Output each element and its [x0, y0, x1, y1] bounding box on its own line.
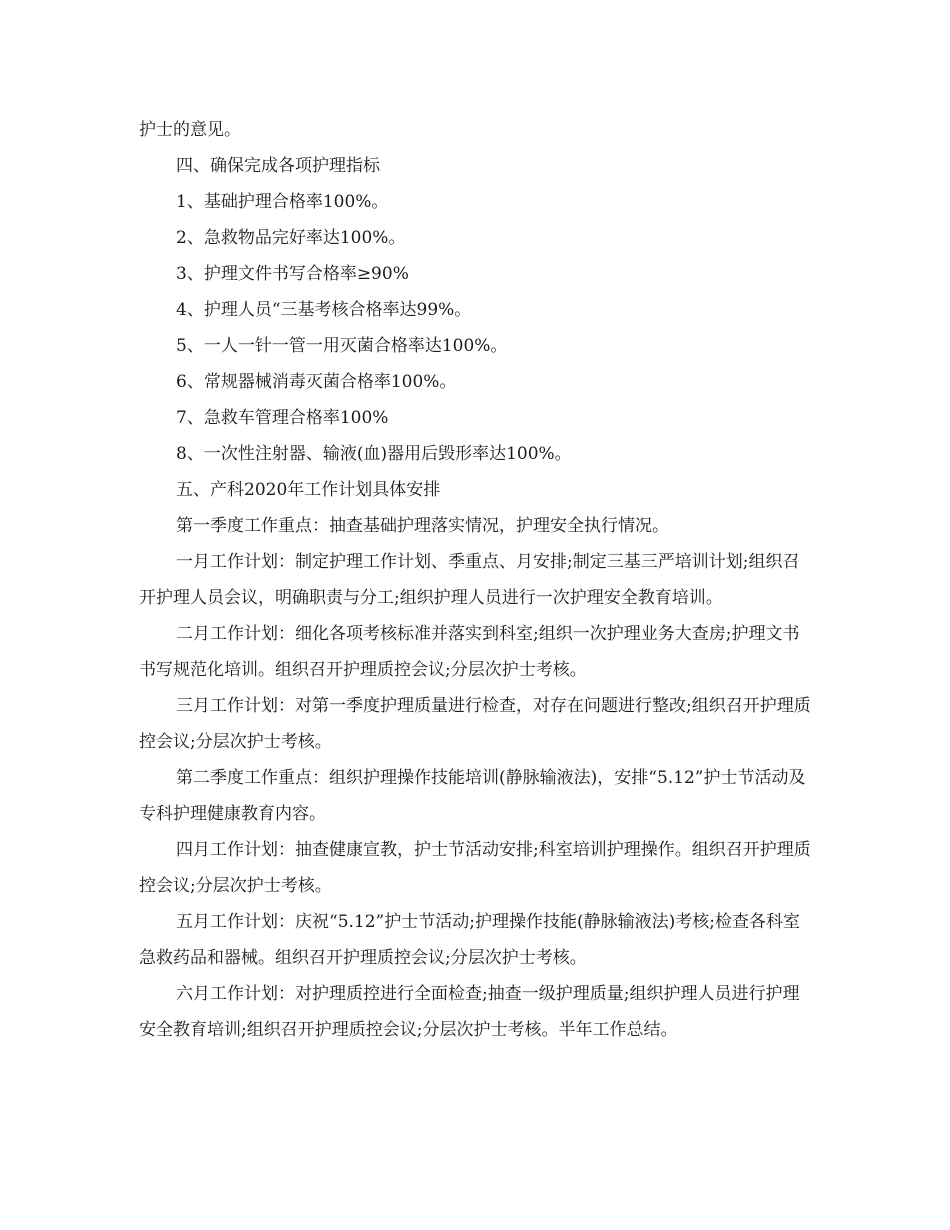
list-item: 2、急救物品完好率达100%。 [176, 228, 406, 248]
quarter-focus-paragraph: 第二季度工作重点：组织护理操作技能培训(静脉输液法)，安排“5.12”护士节活动及专科护理健康教育内容。 [139, 768, 806, 824]
list-item: 6、常规器械消毒灭菌合格率100%。 [176, 372, 457, 392]
month-plan-paragraph: 四月工作计划：抽查健康宣教，护士节活动安排;科室培训护理操作。组织召开护理质控会议;分层次护士考核。 [139, 840, 811, 896]
paragraph-continuation: 护士的意见。 [139, 120, 241, 140]
month-plan-paragraph: 六月工作计划：对护理质控进行全面检查;抽查一级护理质量;组织护理人员进行护理安全教育培训;组织召开护理质控会议;分层次护士考核。半年工作总结。 [139, 984, 800, 1040]
month-plan-paragraph: 二月工作计划：细化各项考核标准并落实到科室;组织一次护理业务大查房;护理文书书写规范化培训。组织召开护理质控会议;分层次护士考核。 [139, 624, 800, 680]
list-item: 7、急救车管理合格率100% [176, 408, 389, 428]
document-body [139, 112, 815, 1048]
month-plan-paragraph: 五月工作计划：庆祝“5.12”护士节活动;护理操作技能(静脉输液法)考核;检查各科室急救药品和器械。组织召开护理质控会议;分层次护士考核。 [139, 912, 800, 968]
list-item: 3、护理文件书写合格率≥90% [176, 264, 409, 284]
list-item: 4、护理人员“三基考核合格率达99%。 [176, 300, 472, 320]
list-item: 5、一人一针一管一用灭菌合格率达100%。 [176, 336, 508, 356]
list-item: 1、基础护理合格率100%。 [176, 192, 389, 212]
section-heading-four: 四、确保完成各项护理指标 [176, 156, 380, 176]
quarter-focus-paragraph: 第一季度工作重点：抽查基础护理落实情况，护理安全执行情况。 [176, 516, 669, 536]
list-item: 8、一次性注射器、输液(血)器用后毁形率达100%。 [176, 444, 572, 464]
section-heading-five: 五、产科2020年工作计划具体安排 [176, 480, 441, 500]
month-plan-paragraph: 三月工作计划：对第一季度护理质量进行检查，对存在问题进行整改;组织召开护理质控会议;分层次护士考核。 [139, 696, 811, 752]
month-plan-paragraph: 一月工作计划：制定护理工作计划、季重点、月安排;制定三基三严培训计划;组织召开护理人员会议，明确职责与分工;组织护理人员进行一次护理安全教育培训。 [139, 552, 800, 608]
